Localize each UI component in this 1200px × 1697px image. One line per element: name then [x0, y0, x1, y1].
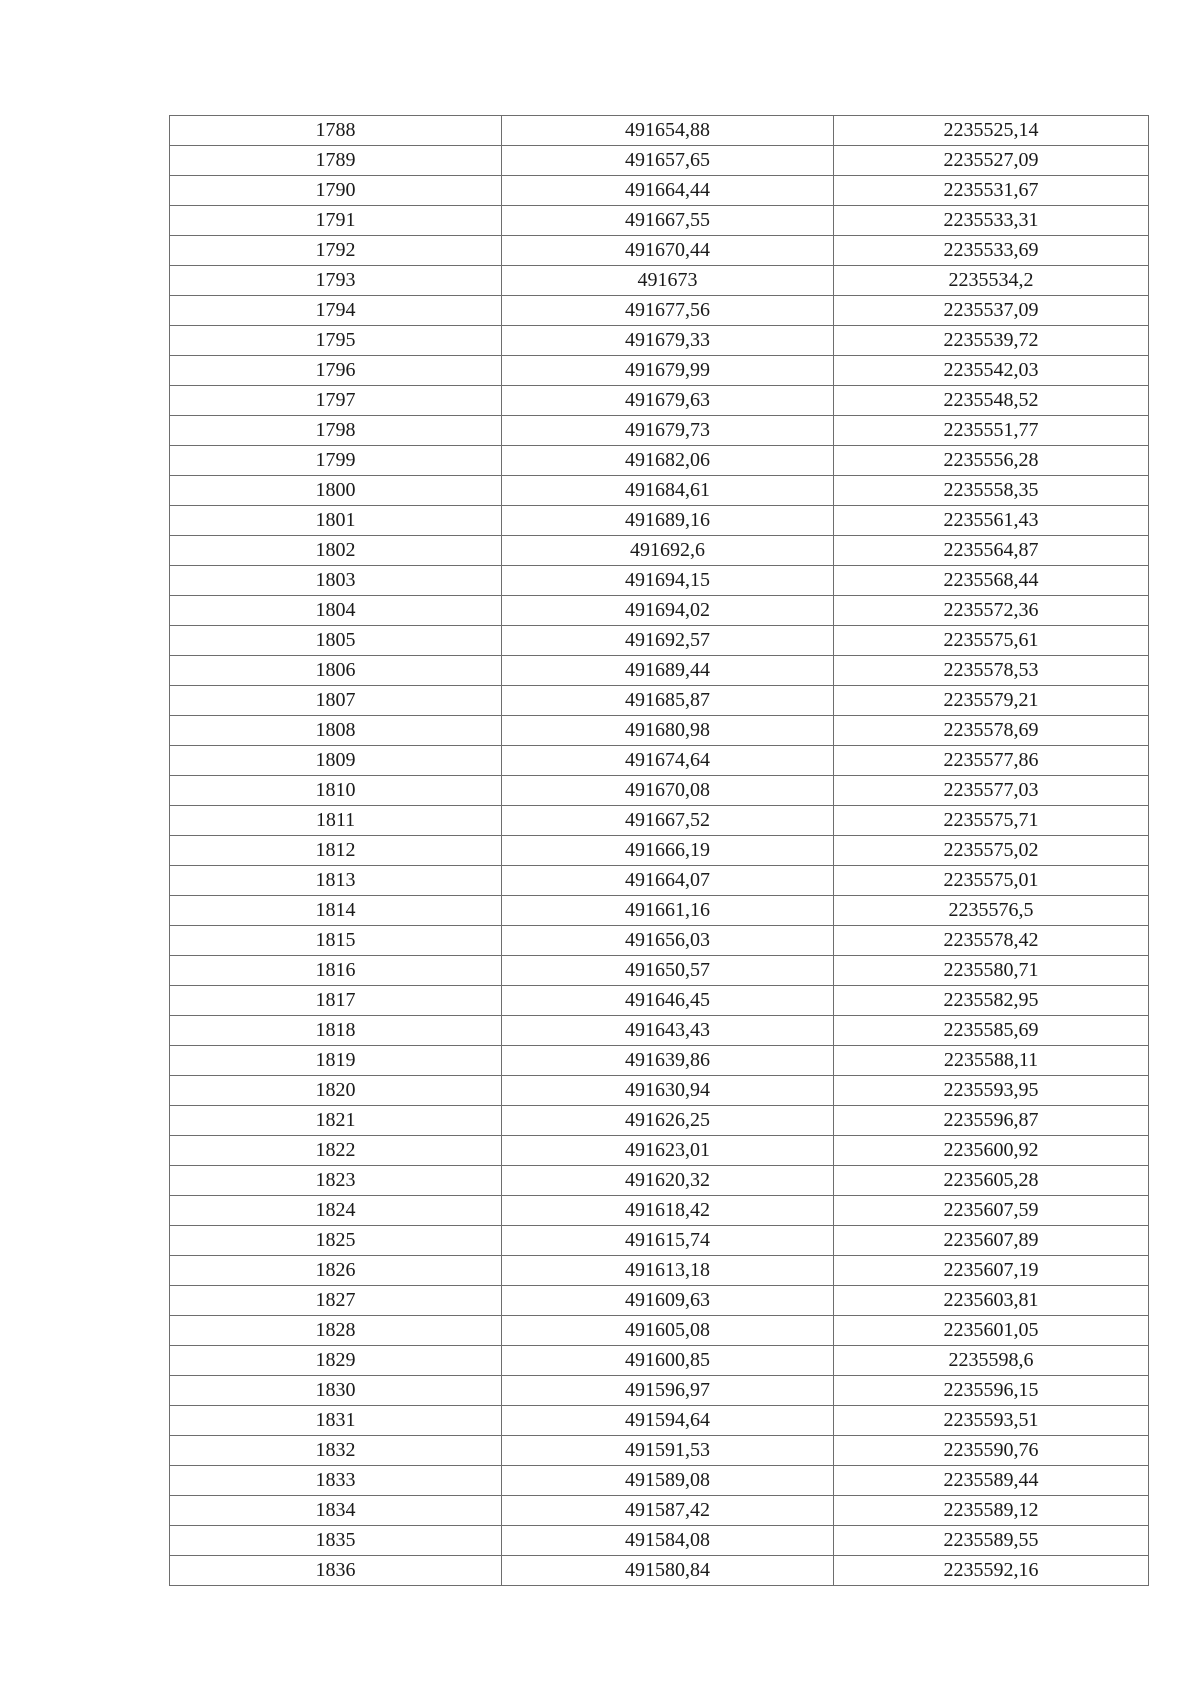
- point-number-cell: 1791: [170, 206, 502, 236]
- x-coordinate-cell: 491670,44: [502, 236, 834, 266]
- table-row: [170, 866, 1149, 896]
- point-number-cell: 1790: [170, 176, 502, 206]
- point-number-cell: 1794: [170, 296, 502, 326]
- point-number-cell: 1834: [170, 1496, 502, 1526]
- table-row: [170, 1316, 1149, 1346]
- point-number-cell: 1810: [170, 776, 502, 806]
- y-coordinate-cell: 2235542,03: [834, 356, 1149, 386]
- table-row: [170, 746, 1149, 776]
- table-row: [170, 1196, 1149, 1226]
- point-number-cell: 1801: [170, 506, 502, 536]
- x-coordinate-cell: 491650,57: [502, 956, 834, 986]
- x-coordinate-cell: 491674,64: [502, 746, 834, 776]
- y-coordinate-cell: 2235579,21: [834, 686, 1149, 716]
- point-number-cell: 1817: [170, 986, 502, 1016]
- y-coordinate-cell: 2235548,52: [834, 386, 1149, 416]
- table-row: [170, 1526, 1149, 1556]
- table-row: [170, 836, 1149, 866]
- x-coordinate-cell: 491666,19: [502, 836, 834, 866]
- x-coordinate-cell: 491626,25: [502, 1106, 834, 1136]
- table-row: [170, 1226, 1149, 1256]
- point-number-cell: 1815: [170, 926, 502, 956]
- x-coordinate-cell: 491623,01: [502, 1136, 834, 1166]
- x-coordinate-cell: 491618,42: [502, 1196, 834, 1226]
- point-number-cell: 1811: [170, 806, 502, 836]
- table-row: [170, 686, 1149, 716]
- table-row: [170, 356, 1149, 386]
- table-row: [170, 566, 1149, 596]
- y-coordinate-cell: 2235558,35: [834, 476, 1149, 506]
- point-number-cell: 1793: [170, 266, 502, 296]
- y-coordinate-cell: 2235592,16: [834, 1556, 1149, 1586]
- x-coordinate-cell: 491639,86: [502, 1046, 834, 1076]
- point-number-cell: 1818: [170, 1016, 502, 1046]
- x-coordinate-cell: 491591,53: [502, 1436, 834, 1466]
- x-coordinate-cell: 491587,42: [502, 1496, 834, 1526]
- point-number-cell: 1797: [170, 386, 502, 416]
- x-coordinate-cell: 491600,85: [502, 1346, 834, 1376]
- y-coordinate-cell: 2235533,69: [834, 236, 1149, 266]
- table-row: [170, 1046, 1149, 1076]
- table-row: [170, 596, 1149, 626]
- x-coordinate-cell: 491680,98: [502, 716, 834, 746]
- point-number-cell: 1828: [170, 1316, 502, 1346]
- point-number-cell: 1826: [170, 1256, 502, 1286]
- table-row: [170, 626, 1149, 656]
- table-row: [170, 146, 1149, 176]
- y-coordinate-cell: 2235578,42: [834, 926, 1149, 956]
- x-coordinate-cell: 491580,84: [502, 1556, 834, 1586]
- x-coordinate-cell: 491694,15: [502, 566, 834, 596]
- x-coordinate-cell: 491646,45: [502, 986, 834, 1016]
- y-coordinate-cell: 2235575,61: [834, 626, 1149, 656]
- y-coordinate-cell: 2235600,92: [834, 1136, 1149, 1166]
- table-row: [170, 176, 1149, 206]
- table-row: [170, 446, 1149, 476]
- table-row: [170, 296, 1149, 326]
- x-coordinate-cell: 491594,64: [502, 1406, 834, 1436]
- x-coordinate-cell: 491589,08: [502, 1466, 834, 1496]
- table-row: [170, 1406, 1149, 1436]
- x-coordinate-cell: 491605,08: [502, 1316, 834, 1346]
- point-number-cell: 1796: [170, 356, 502, 386]
- table-row: [170, 1376, 1149, 1406]
- point-number-cell: 1814: [170, 896, 502, 926]
- table-row: [170, 1256, 1149, 1286]
- point-number-cell: 1799: [170, 446, 502, 476]
- table-row: [170, 236, 1149, 266]
- table-row: [170, 656, 1149, 686]
- x-coordinate-cell: 491689,44: [502, 656, 834, 686]
- table-row: [170, 1076, 1149, 1106]
- coordinates-table: [169, 115, 1149, 1586]
- x-coordinate-cell: 491689,16: [502, 506, 834, 536]
- table-row: [170, 776, 1149, 806]
- y-coordinate-cell: 2235596,87: [834, 1106, 1149, 1136]
- table-row: [170, 956, 1149, 986]
- x-coordinate-cell: 491664,07: [502, 866, 834, 896]
- x-coordinate-cell: 491613,18: [502, 1256, 834, 1286]
- y-coordinate-cell: 2235572,36: [834, 596, 1149, 626]
- y-coordinate-cell: 2235577,03: [834, 776, 1149, 806]
- y-coordinate-cell: 2235593,95: [834, 1076, 1149, 1106]
- x-coordinate-cell: 491677,56: [502, 296, 834, 326]
- point-number-cell: 1833: [170, 1466, 502, 1496]
- point-number-cell: 1809: [170, 746, 502, 776]
- y-coordinate-cell: 2235590,76: [834, 1436, 1149, 1466]
- x-coordinate-cell: 491620,32: [502, 1166, 834, 1196]
- table-row: [170, 326, 1149, 356]
- point-number-cell: 1812: [170, 836, 502, 866]
- table-row: [170, 1016, 1149, 1046]
- point-number-cell: 1819: [170, 1046, 502, 1076]
- y-coordinate-cell: 2235564,87: [834, 536, 1149, 566]
- y-coordinate-cell: 2235578,53: [834, 656, 1149, 686]
- x-coordinate-cell: 491596,97: [502, 1376, 834, 1406]
- x-coordinate-cell: 491679,33: [502, 326, 834, 356]
- point-number-cell: 1804: [170, 596, 502, 626]
- y-coordinate-cell: 2235531,67: [834, 176, 1149, 206]
- table-row: [170, 1466, 1149, 1496]
- table-row: [170, 416, 1149, 446]
- point-number-cell: 1816: [170, 956, 502, 986]
- x-coordinate-cell: 491615,74: [502, 1226, 834, 1256]
- point-number-cell: 1788: [170, 116, 502, 146]
- table-row: [170, 1496, 1149, 1526]
- point-number-cell: 1802: [170, 536, 502, 566]
- point-number-cell: 1798: [170, 416, 502, 446]
- x-coordinate-cell: 491692,6: [502, 536, 834, 566]
- point-number-cell: 1829: [170, 1346, 502, 1376]
- x-coordinate-cell: 491694,02: [502, 596, 834, 626]
- point-number-cell: 1789: [170, 146, 502, 176]
- x-coordinate-cell: 491654,88: [502, 116, 834, 146]
- point-number-cell: 1823: [170, 1166, 502, 1196]
- y-coordinate-cell: 2235605,28: [834, 1166, 1149, 1196]
- point-number-cell: 1821: [170, 1106, 502, 1136]
- x-coordinate-cell: 491692,57: [502, 626, 834, 656]
- y-coordinate-cell: 2235589,12: [834, 1496, 1149, 1526]
- point-number-cell: 1832: [170, 1436, 502, 1466]
- point-number-cell: 1792: [170, 236, 502, 266]
- y-coordinate-cell: 2235551,77: [834, 416, 1149, 446]
- table-row: [170, 266, 1149, 296]
- y-coordinate-cell: 2235607,19: [834, 1256, 1149, 1286]
- y-coordinate-cell: 2235580,71: [834, 956, 1149, 986]
- table-row: [170, 1106, 1149, 1136]
- x-coordinate-cell: 491667,55: [502, 206, 834, 236]
- point-number-cell: 1831: [170, 1406, 502, 1436]
- y-coordinate-cell: 2235568,44: [834, 566, 1149, 596]
- x-coordinate-cell: 491682,06: [502, 446, 834, 476]
- x-coordinate-cell: 491685,87: [502, 686, 834, 716]
- point-number-cell: 1825: [170, 1226, 502, 1256]
- x-coordinate-cell: 491630,94: [502, 1076, 834, 1106]
- table-row: [170, 1166, 1149, 1196]
- y-coordinate-cell: 2235556,28: [834, 446, 1149, 476]
- point-number-cell: 1800: [170, 476, 502, 506]
- x-coordinate-cell: 491657,65: [502, 146, 834, 176]
- y-coordinate-cell: 2235575,02: [834, 836, 1149, 866]
- point-number-cell: 1803: [170, 566, 502, 596]
- y-coordinate-cell: 2235603,81: [834, 1286, 1149, 1316]
- table-row: [170, 1286, 1149, 1316]
- point-number-cell: 1835: [170, 1526, 502, 1556]
- table-row: [170, 476, 1149, 506]
- x-coordinate-cell: 491584,08: [502, 1526, 834, 1556]
- table-row: [170, 896, 1149, 926]
- y-coordinate-cell: 2235525,14: [834, 116, 1149, 146]
- y-coordinate-cell: 2235593,51: [834, 1406, 1149, 1436]
- table-row: [170, 1436, 1149, 1466]
- point-number-cell: 1836: [170, 1556, 502, 1586]
- x-coordinate-cell: 491673: [502, 266, 834, 296]
- point-number-cell: 1808: [170, 716, 502, 746]
- x-coordinate-cell: 491667,52: [502, 806, 834, 836]
- point-number-cell: 1827: [170, 1286, 502, 1316]
- y-coordinate-cell: 2235578,69: [834, 716, 1149, 746]
- x-coordinate-cell: 491679,73: [502, 416, 834, 446]
- x-coordinate-cell: 491670,08: [502, 776, 834, 806]
- x-coordinate-cell: 491679,99: [502, 356, 834, 386]
- x-coordinate-cell: 491643,43: [502, 1016, 834, 1046]
- y-coordinate-cell: 2235575,01: [834, 866, 1149, 896]
- table-row: [170, 716, 1149, 746]
- y-coordinate-cell: 2235539,72: [834, 326, 1149, 356]
- x-coordinate-cell: 491656,03: [502, 926, 834, 956]
- y-coordinate-cell: 2235607,89: [834, 1226, 1149, 1256]
- point-number-cell: 1820: [170, 1076, 502, 1106]
- point-number-cell: 1805: [170, 626, 502, 656]
- table-row: [170, 536, 1149, 566]
- point-number-cell: 1813: [170, 866, 502, 896]
- y-coordinate-cell: 2235533,31: [834, 206, 1149, 236]
- point-number-cell: 1807: [170, 686, 502, 716]
- point-number-cell: 1822: [170, 1136, 502, 1166]
- x-coordinate-cell: 491609,63: [502, 1286, 834, 1316]
- table-row: [170, 926, 1149, 956]
- x-coordinate-cell: 491661,16: [502, 896, 834, 926]
- y-coordinate-cell: 2235534,2: [834, 266, 1149, 296]
- table-row: [170, 206, 1149, 236]
- y-coordinate-cell: 2235527,09: [834, 146, 1149, 176]
- table-row: [170, 806, 1149, 836]
- table-row: [170, 1136, 1149, 1166]
- table-row: [170, 506, 1149, 536]
- table-row: [170, 386, 1149, 416]
- y-coordinate-cell: 2235601,05: [834, 1316, 1149, 1346]
- y-coordinate-cell: 2235585,69: [834, 1016, 1149, 1046]
- y-coordinate-cell: 2235561,43: [834, 506, 1149, 536]
- coordinates-table-body: [170, 116, 1149, 1586]
- y-coordinate-cell: 2235582,95: [834, 986, 1149, 1016]
- table-row: [170, 1346, 1149, 1376]
- y-coordinate-cell: 2235589,44: [834, 1466, 1149, 1496]
- y-coordinate-cell: 2235577,86: [834, 746, 1149, 776]
- x-coordinate-cell: 491664,44: [502, 176, 834, 206]
- y-coordinate-cell: 2235588,11: [834, 1046, 1149, 1076]
- table-row: [170, 116, 1149, 146]
- x-coordinate-cell: 491684,61: [502, 476, 834, 506]
- y-coordinate-cell: 2235576,5: [834, 896, 1149, 926]
- point-number-cell: 1806: [170, 656, 502, 686]
- point-number-cell: 1824: [170, 1196, 502, 1226]
- x-coordinate-cell: 491679,63: [502, 386, 834, 416]
- table-row: [170, 986, 1149, 1016]
- y-coordinate-cell: 2235537,09: [834, 296, 1149, 326]
- point-number-cell: 1795: [170, 326, 502, 356]
- y-coordinate-cell: 2235607,59: [834, 1196, 1149, 1226]
- y-coordinate-cell: 2235596,15: [834, 1376, 1149, 1406]
- table-row: [170, 1556, 1149, 1586]
- point-number-cell: 1830: [170, 1376, 502, 1406]
- y-coordinate-cell: 2235575,71: [834, 806, 1149, 836]
- y-coordinate-cell: 2235598,6: [834, 1346, 1149, 1376]
- y-coordinate-cell: 2235589,55: [834, 1526, 1149, 1556]
